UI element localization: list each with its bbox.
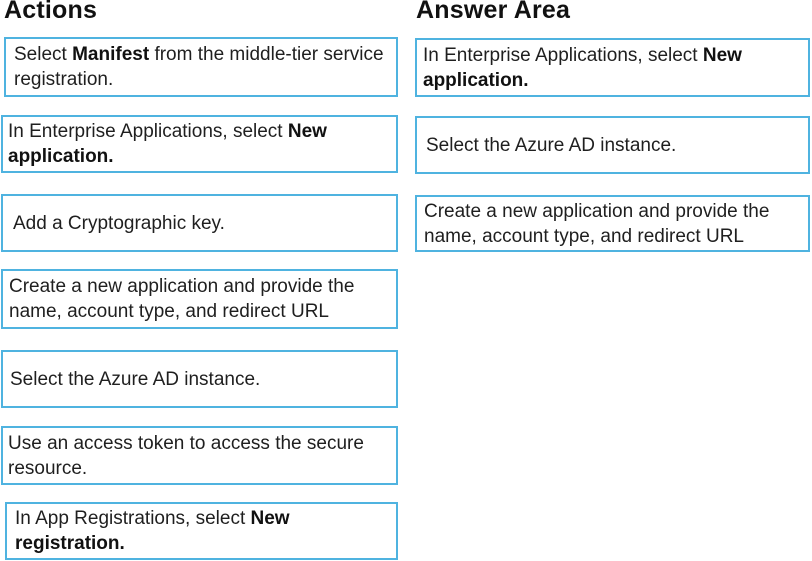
actions-heading: Actions xyxy=(4,0,98,24)
answer-item-text: In Enterprise Applications, select New application. xyxy=(423,44,742,91)
action-item-app-registrations-new-registration[interactable] xyxy=(5,502,398,560)
action-item-text: Use an access token to access the secure resource. xyxy=(8,432,364,479)
action-item-select-manifest[interactable] xyxy=(4,37,398,97)
action-item-select-azure-ad-instance[interactable] xyxy=(1,350,398,408)
answer-item-enterprise-new-application[interactable] xyxy=(415,38,810,97)
action-item-add-cryptographic-key[interactable] xyxy=(1,194,398,252)
action-item-text: In Enterprise Applications, select New application. xyxy=(8,121,327,167)
action-item-use-access-token[interactable] xyxy=(1,426,398,485)
action-item-create-new-application[interactable] xyxy=(1,269,398,329)
answer-item-text: Create a new application and provide the name, account type, and redirect URL xyxy=(424,200,770,247)
action-item-text: In App Registrations, select New registration. xyxy=(15,508,290,554)
answer-item-text: Select the Azure AD instance. xyxy=(426,134,677,156)
action-item-text: Select the Azure AD instance. xyxy=(10,368,261,390)
action-item-text: Add a Cryptographic key. xyxy=(13,212,225,234)
action-item-text: Select Manifest from the middle-tier service registration. xyxy=(14,44,384,90)
answer-area-heading: Answer Area xyxy=(416,0,571,24)
action-item-enterprise-new-application[interactable] xyxy=(1,115,398,173)
answer-item-create-new-application[interactable] xyxy=(415,195,810,252)
action-item-text: Create a new application and provide the name, account type, and redirect URL xyxy=(9,276,355,322)
answer-item-select-azure-ad-instance[interactable] xyxy=(415,116,810,174)
